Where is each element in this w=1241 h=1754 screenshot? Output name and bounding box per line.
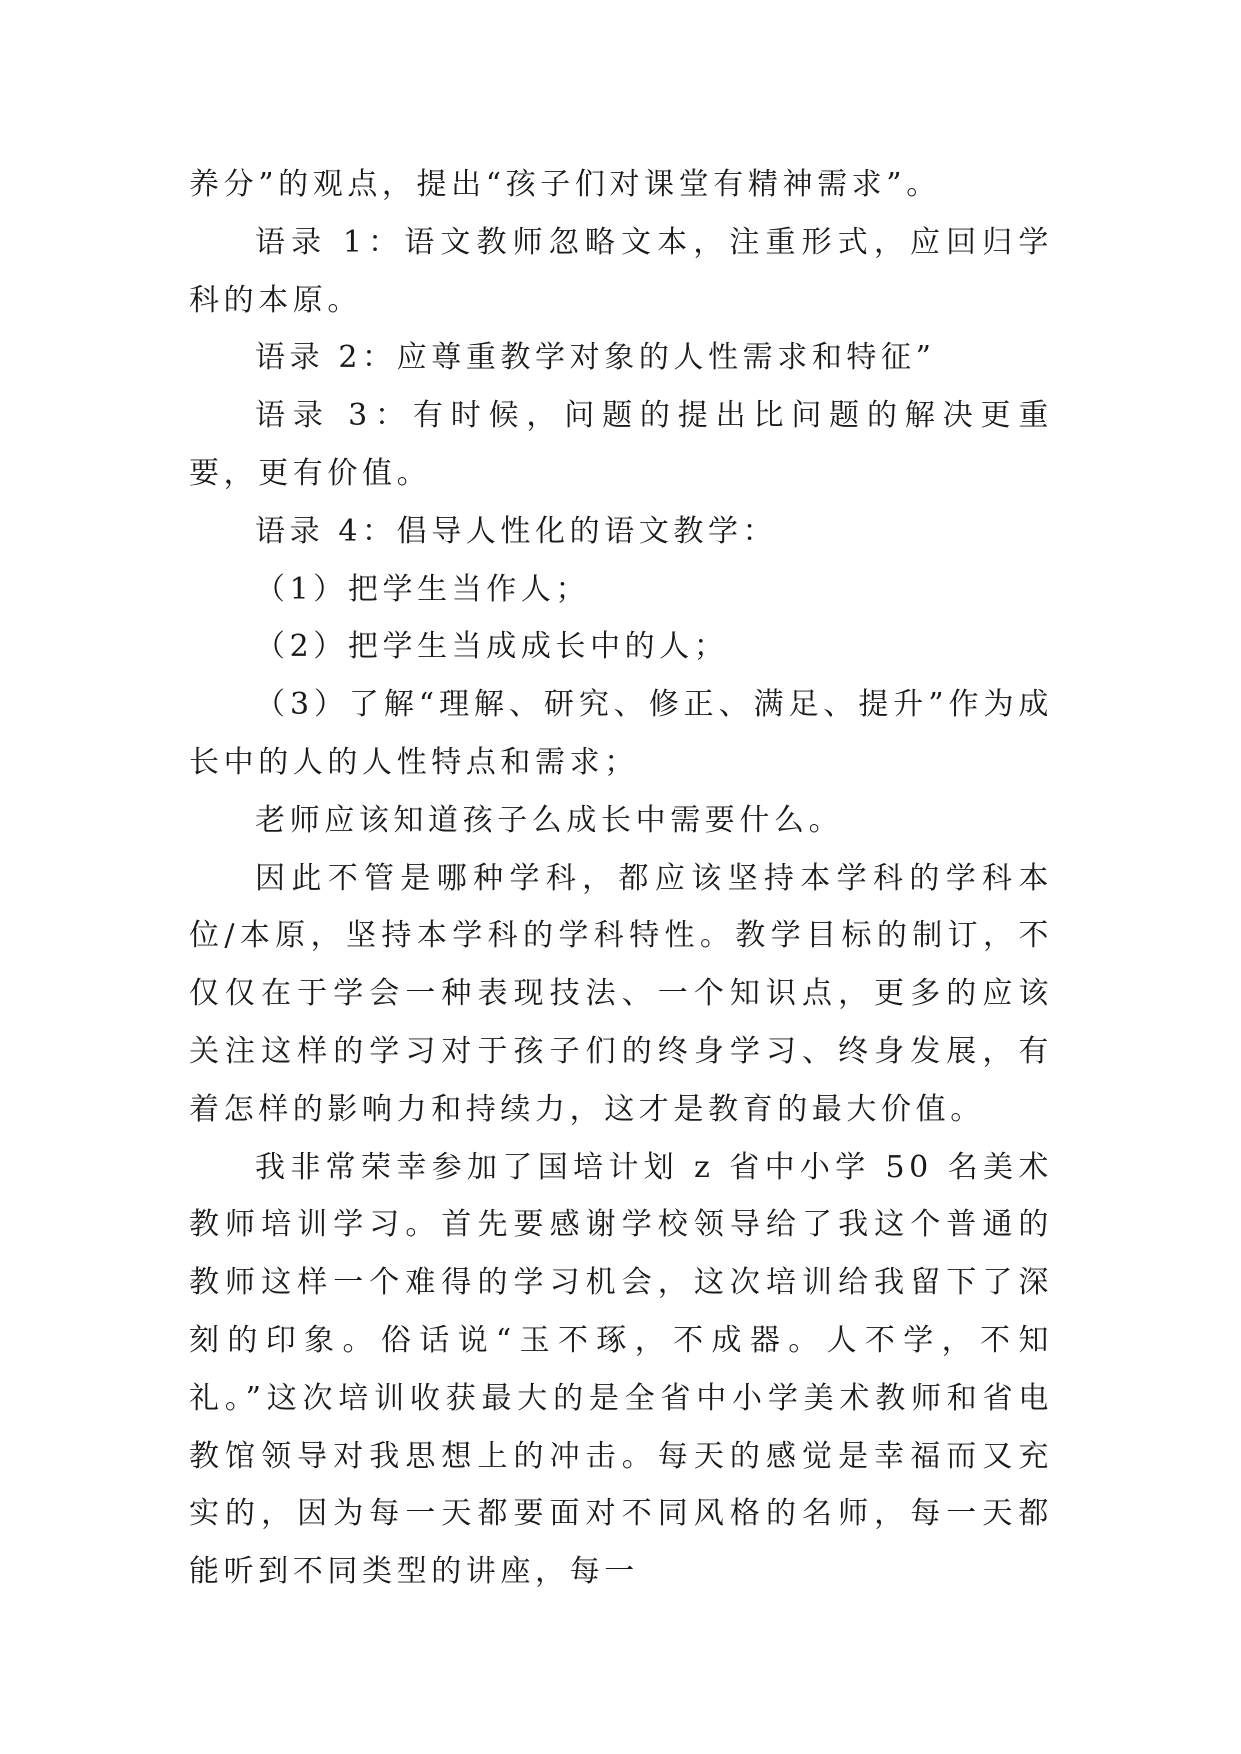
quote-3: 语录 3：有时候，问题的提出比问题的解决更重要，更有价值。 [189,398,1053,491]
list-item-3: （3）了解“理解、研究、修正、满足、提升”作为成长中的人的人性特点和需求； [189,687,1053,780]
document-page [189,156,1053,1601]
paragraph-training: 我非常荣幸参加了国培计划 z 省中小学 50 名美术教师培训学习。首先要感谢学校领导给了我这个普通的教师这样一个难得的学习机会，这次培训给我留下了深刻的印象。俗话说“玉不琢，不成器。人不学，不知礼。”这次培训收获最大的是全省中小学美术教师和省电教馆领导对我思想上的冲击。每天的感觉是幸福而又充实的，因为每一天都要面对不同风格的名师，每一天都能听到不同类型的讲座，每一 [189,1149,1053,1590]
quote-1: 语录 1：语文教师忽略文本，注重形式，应回归学科的本原。 [189,224,1053,318]
paragraph-subject: 因此不管是哪种学科，都应该坚持本学科的学科本位/本原，坚持本学科的学科特性。教学目标的制订，不仅仅在于学会一种表现技法、一个知识点，更多的应该关注这样的学习对于孩子们的终身学习、终身发展，有着怎样的影响力和持续力，这才是教育的最大价值。 [189,860,1053,1127]
quote-2: 语录 2：应尊重教学对象的人性需求和特征” [255,340,936,376]
list-item-2: （2）把学生当成成长中的人； [255,629,729,665]
quote-4: 语录 4：倡导人性化的语文教学： [255,513,778,549]
list-item-1: （1）把学生当作人； [255,571,591,607]
paragraph-teacher: 老师应该知道孩子么成长中需要什么。 [255,802,844,838]
paragraph-continuation: 养分”的观点，提出“孩子们对课堂有精神需求”。 [189,167,941,202]
